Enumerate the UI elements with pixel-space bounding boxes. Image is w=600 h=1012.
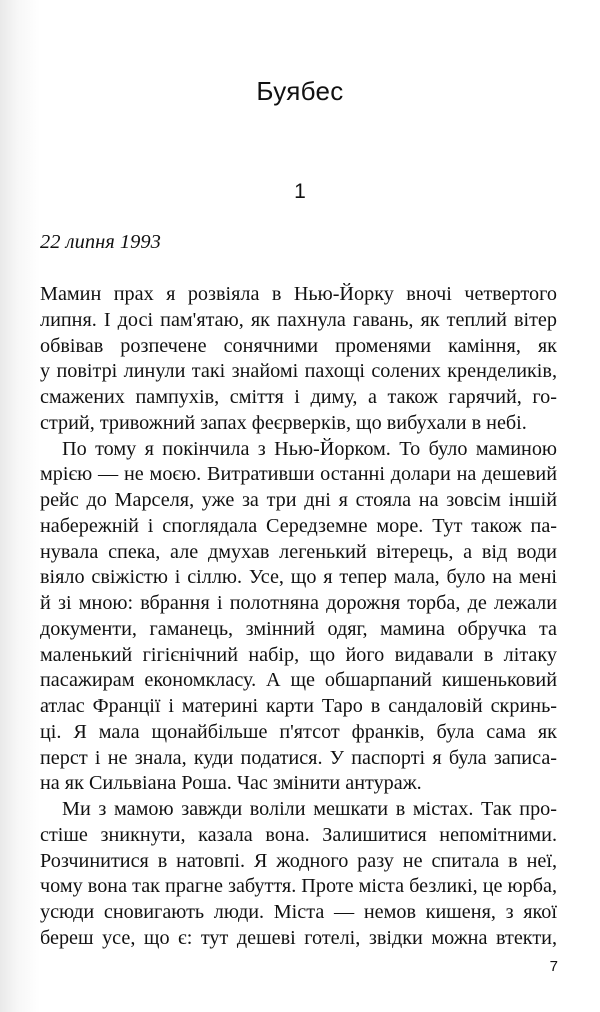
chapter-number: 1 — [294, 180, 306, 203]
text-line: мрією — не моєю. Витративши останні долари на дешевий — [40, 463, 557, 486]
text-line: маленький гігієнічний набір, що його видавали в літаку — [40, 643, 557, 666]
text-line: й зі мною: вбрання і полотняна дорожня торба, де лежали — [40, 592, 557, 614]
text-line: По тому я покінчила з Нью-Йорком. То було маминою — [62, 437, 557, 460]
text-line: Розчинитися в натовпі. Я жодного разу не спитала в неї, — [40, 849, 557, 872]
text-line: стіше зникнути, казала вона. Залишитися непомітними. — [40, 823, 557, 846]
text-line: набережній і споглядала Середземне море. Тут також па- — [40, 514, 557, 537]
text-line: атлас Франції і материні карти Таро в сандаловій скринь- — [40, 695, 557, 717]
text-line: на як Сильвіана Роша. Час змінити антураж. — [40, 772, 422, 795]
text-line: стрий, тривожний запах феєрверків, що вибухали в небі. — [40, 411, 527, 434]
text-line: пасажирам економкласу. А ще обшарпаний кишеньковий — [40, 669, 557, 692]
chapter-date: 22 липня 1993 — [40, 231, 161, 253]
book-title: Буябес — [256, 76, 344, 106]
text-line: нувала спека, але дмухав легенький вітерець, а від води — [40, 540, 557, 563]
text-line: береш усе, що є: тут дешеві готелі, звідки можна втекти, — [40, 926, 557, 949]
text-line: віяло свіжістю і сіллю. Усе, що я тепер мала, було на мені — [40, 566, 557, 589]
text-line: ці. Я мала щонайбільше п'ятсот франків, була сама як — [40, 720, 557, 743]
body-text — [40, 282, 557, 952]
text-line: Мамин прах я розвіяла в Нью-Йорку вночі четвертого — [40, 283, 557, 305]
text-line: Ми з мамою завжди воліли мешкати в містах. Так про- — [62, 798, 557, 820]
text-line: смажених пампухів, сміття і диму, а також гарячий, го- — [40, 386, 557, 408]
text-line: рейс до Марселя, уже за три дні я стояла на зовсім іншій — [40, 489, 557, 511]
page-number: 7 — [549, 958, 558, 975]
text-line: у повітрі линули такі знайомі пахощі солених кренделиків, — [40, 360, 557, 383]
text-line: чому вона так прагне забуття. Проте міста безликі, це юрба, — [40, 875, 557, 898]
text-line: обвівав розпечене сонячними променями каміння, як — [40, 334, 557, 357]
text-line: документи, гаманець, змінний одяг, мамина обручка та — [40, 617, 557, 640]
text-line: перст і не знала, куди податися. У паспорті я була записа- — [40, 746, 557, 769]
text-line: липня. І досі пам'ятаю, як пахнула гавань, як теплий вітер — [40, 308, 557, 331]
text-line: усюди сновигають люди. Міста — немов кишеня, з якої — [40, 901, 557, 923]
